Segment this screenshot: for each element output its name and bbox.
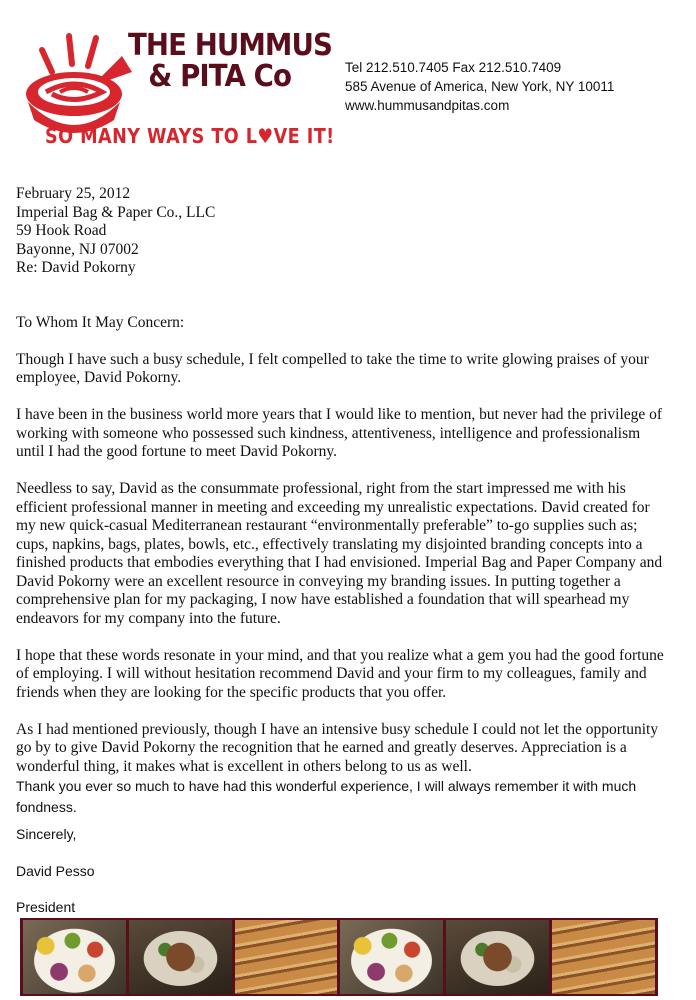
mezze-platter-photo (340, 920, 443, 994)
website-link[interactable]: www.hummusandpitas.com (345, 98, 510, 113)
phone-fax: Tel 212.510.7405 Fax 212.510.7409 (345, 60, 562, 75)
paragraph-5: As I had mentioned previously, though I have an intensive busy schedule I could not let the opportunity go by to give David Pokorny the recognition that he earned and greatly deserves. Appreciation is a wonderful thing, it makes what is excellent in others belong to us as well. (16, 720, 659, 775)
signer-title: President (16, 899, 76, 915)
pita-bread-photo (552, 920, 655, 994)
closing-line: Thank you ever so much to have had this wonderful experience, I will always remember it with much fondness. (16, 778, 637, 815)
meat-plate-photo (446, 920, 549, 994)
paragraph-1: Though I have such a busy schedule, I felt compelled to take the time to write glowing praises of your employee, David Pokorny. (16, 350, 649, 386)
subject-line: Re: David Pokorny (16, 259, 136, 276)
recipient-street: 59 Hook Road (16, 222, 107, 239)
pita-bread-photo (235, 920, 338, 994)
recipient-company: Imperial Bag & Paper Co., LLC (16, 203, 216, 221)
recipient-block (16, 185, 215, 278)
company-address: 585 Avenue of America, New York, NY 10011 (345, 79, 615, 94)
paragraph-2: I have been in the business world more years that I would like to mention, but never had the privilege of working with someone who possessed such kindness, attentiveness, intelligence and professionalism until I had the good fortune to meet David Pokorny. (16, 406, 663, 460)
brand-line-1: THE HUMMUS (128, 28, 332, 63)
meat-plate-photo (129, 920, 232, 994)
letter-date: February 25, 2012 (16, 185, 131, 202)
mezze-platter-photo (23, 920, 126, 994)
food-photo-strip (20, 918, 658, 996)
brand-name (128, 28, 332, 94)
recipient-city: Bayonne, NJ 07002 (16, 240, 139, 258)
paragraph-3: Needless to say, David as the consummate professional, right from the start impressed me with his efficient professional manner in meeting and exceeding my unrealistic expectations. David created for my new quick-casual Mediterranean restaurant “environmentally preferable” to-go supplies such as; cups, napkins, bags, plates, bowls, etc., effectively translating my disjointed branding concepts into a finished products that embodies everything that I had envisioned. Imperial Bag and Paper Company and David Pokorny were an excellent resource in conveying my branding issues. In putting together a comprehensive plan for my packaging, I now have established a foundation that will spearhead my endeavors for my company into the future. (16, 480, 663, 627)
valediction: Sincerely, (16, 826, 77, 842)
salutation: To Whom It May Concern: (16, 314, 185, 331)
signer-name: David Pesso (16, 863, 95, 879)
brand-tagline: SO MANY WAYS TO L♥VE IT! (45, 124, 335, 148)
contact-block (345, 58, 614, 115)
letter-body (16, 314, 666, 818)
brand-line-2: & PITA Co (148, 59, 292, 94)
paragraph-4: I hope that these words resonate in your mind, and that you realize what a gem you had the good fortune of employing. I will without hesitation recommend David and your firm to my colleagues, family and friends when they are looking for the specific products that you offer. (16, 646, 664, 701)
